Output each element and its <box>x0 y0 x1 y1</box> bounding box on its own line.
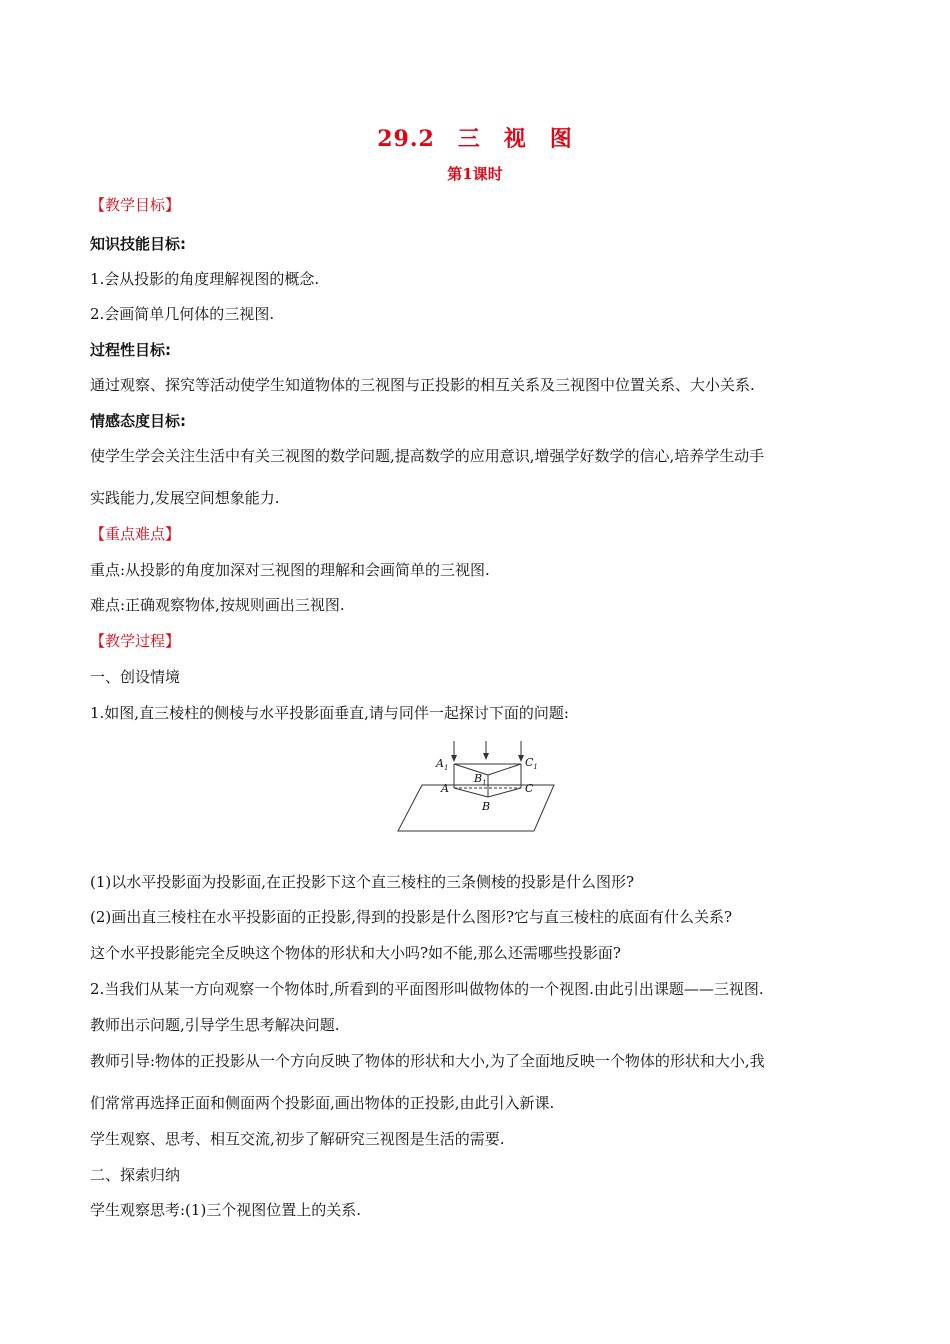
label-b1: $B_1$ <box>474 772 487 787</box>
question-3: 这个水平投影能完全反映这个物体的形状和大小吗?如不能,那么还需哪些投影面? <box>90 944 621 962</box>
teacher-guide-line-1: 教师引导:物体的正投影从一个方向反映了物体的形状和大小,为了全面地反映一个物体的形状和大小,我 <box>90 1052 765 1070</box>
arrow-head <box>451 755 457 762</box>
student-think: 学生观察思考:(1)三个视图位置上的关系. <box>90 1201 362 1219</box>
edge-ab <box>454 788 488 797</box>
label-a1: $A_1$ <box>436 757 449 772</box>
label-a: A <box>441 782 449 795</box>
difficult-point: 难点:正确观察物体,按规则画出三视图. <box>90 596 345 614</box>
emotion-text-line-2: 实践能力,发展空间想象能力. <box>90 489 280 507</box>
knowledge-item-2: 2.会画简单几何体的三视图. <box>90 305 275 323</box>
knowledge-item-1: 1.会从投影的角度理解视图的概念. <box>90 270 320 288</box>
edge-a1b1 <box>454 764 488 775</box>
student-observe: 学生观察、思考、相互交流,初步了解研究三视图是生活的需要. <box>90 1130 505 1148</box>
process-text: 通过观察、探究等活动使学生知道物体的三视图与正投影的相互关系及三视图中位置关系、大小关系. <box>90 376 755 394</box>
edge-b1c1 <box>488 764 521 775</box>
lesson-subtitle: 第1课时 <box>447 165 503 183</box>
emotion-heading: 情感态度目标: <box>90 412 186 430</box>
arrow-head <box>483 753 489 760</box>
question-2: (2)画出直三棱柱在水平投影面的正投影,得到的投影是什么图形?它与直三棱柱的底面有什么关系? <box>90 908 733 926</box>
section-heading-1: 一、创设情境 <box>90 668 181 686</box>
teacher-show: 教师出示问题,引导学生思考解决问题. <box>90 1016 340 1034</box>
arrow-head <box>518 755 524 762</box>
page-title: 29.2 三 视 图 <box>377 126 573 152</box>
label-c1: $C_1$ <box>525 756 538 771</box>
emotion-text-line-1: 使学生学会关注生活中有关三视图的数学问题,提高数学的应用意识,增强学好数学的信心,培养学生动手 <box>90 447 765 465</box>
label-c: C <box>525 782 534 795</box>
process-heading: 过程性目标: <box>90 341 171 359</box>
prism-projection-figure <box>392 735 562 840</box>
item-1: 1.如图,直三棱柱的侧棱与水平投影面垂直,请与同伴一起探讨下面的问题: <box>90 704 569 722</box>
teacher-guide-line-2: 们常常再选择正面和侧面两个投影面,画出物体的正投影,由此引入新课. <box>90 1094 555 1112</box>
item-2: 2.当我们从某一方向观察一个物体时,所看到的平面图形叫做物体的一个视图.由此引出课题——三视图. <box>90 980 764 998</box>
edge-bc <box>488 788 521 797</box>
key-heading: 【重点难点】 <box>90 525 181 543</box>
process-section-heading: 【教学过程】 <box>90 632 181 650</box>
objectives-heading: 【教学目标】 <box>90 196 181 214</box>
label-b: B <box>482 800 491 813</box>
section-heading-2: 二、探索归纳 <box>90 1166 181 1184</box>
knowledge-heading: 知识技能目标: <box>90 235 186 253</box>
key-point: 重点:从投影的角度加深对三视图的理解和会画简单的三视图. <box>90 561 490 579</box>
question-1: (1)以水平投影面为投影面,在正投影下这个直三棱柱的三条侧棱的投影是什么图形? <box>90 873 635 891</box>
